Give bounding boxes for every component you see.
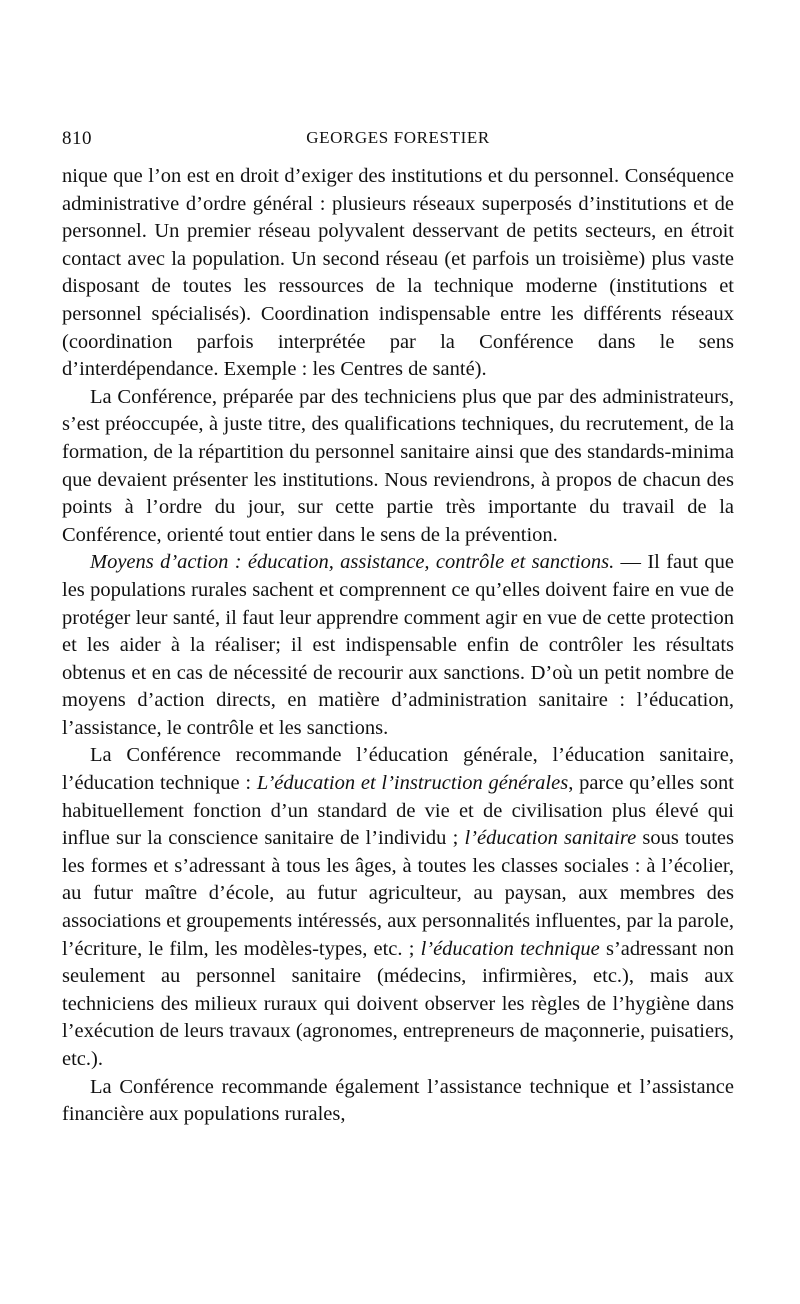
text-run: , parce qu’elles sont habituellement fonction d’un standard de vie et de civilisation plus élevé qui influe sur la conscience sanitaire de l’individu ; — [62, 772, 734, 850]
paragraph-p4 — [62, 742, 734, 1073]
running-title: GEORGES FORESTIER — [306, 128, 490, 147]
body-text — [62, 163, 734, 1129]
paragraph-p1 — [62, 163, 734, 384]
text-run: s’adressant non seulement au personnel sanitaire (médecins, infirmières, etc.), mais aux techniciens des milieux ruraux qui doivent observer les règles de l’hygiène dans l’exécution de leurs travaux (agronomes, entrepreneurs de maçonnerie, puisatiers, etc.). — [62, 937, 734, 1070]
text-run: nique que l’on est en droit d’exiger des institutions et du personnel. Conséquence administrative d’ordre général : plusieurs réseaux superposés d’institutions et de personnel. Un premier réseau polyvalent desservant de petits secteurs, en étroit contact avec la population. Un second réseau (et parfois un troisième) plus vaste disposant de toutes les ressources de la technique moderne (institutions et personnel spécialisés). Coordination indispensable entre les différents réseaux (coordination parfois interprétée par la Conférence dans le sens d’interdépendance. Exemple : les Centres de santé). — [62, 165, 734, 381]
text-run: La Conférence recommande l’éducation générale, l’éducation sanitaire, l’éducation technique : — [62, 744, 734, 795]
text-run: sous toutes les formes et s’adressant à tous les âges, à toutes les classes sociales : à l’écolier, au futur maître d’école, au futur agriculteur, au paysan, aux membres des associations et groupements intéressés, aux personnalités influentes, par la parole, l’écriture, le film, les modèles-types, etc. ; — [62, 827, 734, 960]
running-head — [62, 128, 734, 152]
italic-text-run: l’éducation technique — [420, 937, 600, 960]
italic-text-run: L’éducation et l’instruction générales — [256, 772, 569, 795]
paragraph-p5 — [62, 1074, 734, 1129]
text-run: — Il faut que les populations rurales sachent et comprennent ce qu’elles doivent faire en vue de protéger leur santé, il faut leur apprendre comment agir en vue de cette protection et les aider à la réaliser; il est indispensable enfin de contrôler les résultats obtenus et en cas de nécessité de recourir aux sanctions. D’où un petit nombre de moyens d’action directs, en matière d’administration sanitaire : l’éducation, l’assistance, le contrôle et les sanctions. — [62, 551, 734, 739]
text-run: La Conférence recommande également l’assistance technique et l’assistance financière aux populations rurales, — [62, 1075, 734, 1126]
paragraph-p2 — [62, 384, 734, 550]
page-number: 810 — [62, 128, 92, 149]
text-run: La Conférence, préparée par des techniciens plus que par des administrateurs, s’est préoccupée, à juste titre, des qualifications techniques, du recrutement, de la formation, de la répartition du personnel sanitaire ainsi que des standards-minima que devaient présenter les institutions. Nous reviendrons, à propos de chacun des points à l’ordre du jour, sur cette partie très importante du travail de la Conférence, orienté tout entier dans le sens de la prévention. — [62, 385, 734, 546]
italic-text-run: l’éducation sanitaire — [464, 827, 637, 850]
italic-text-run: Moyens d’action : éducation, assistance, contrôle et sanctions. — [90, 551, 615, 574]
paragraph-p3 — [62, 549, 734, 742]
